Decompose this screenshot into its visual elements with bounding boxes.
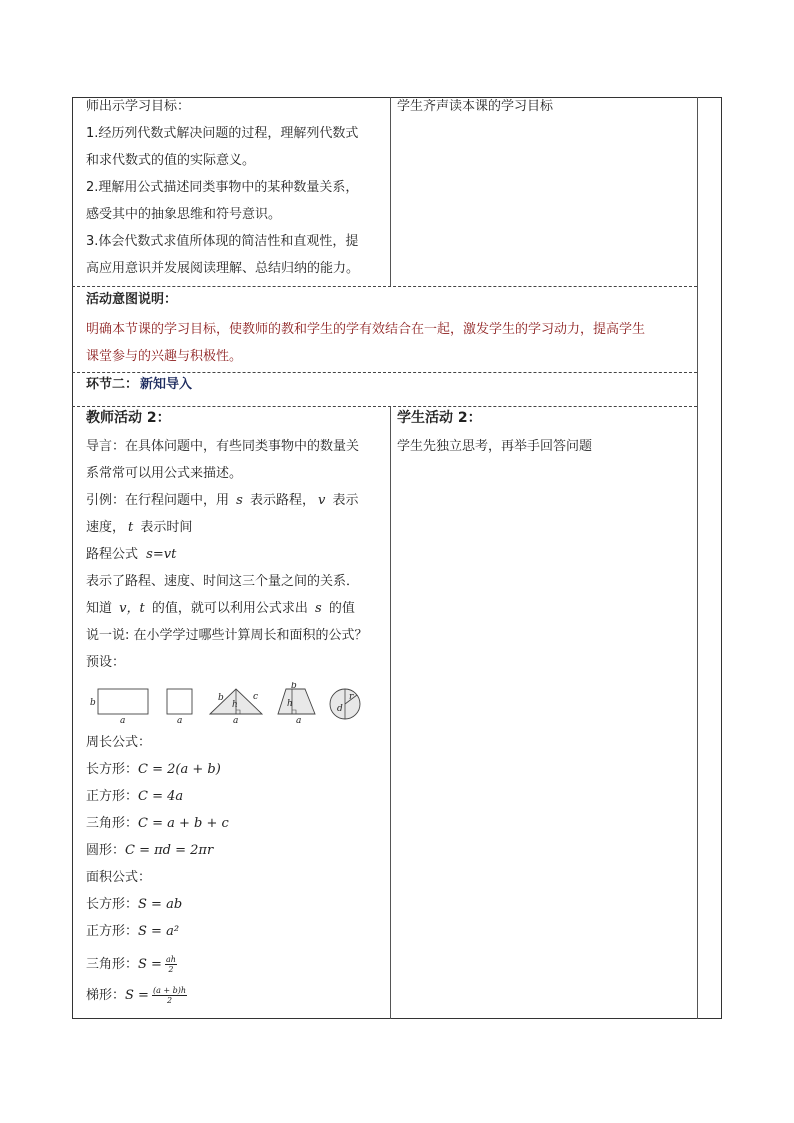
- trapezoid-label-b: b: [291, 682, 297, 691]
- know-line: [86, 600, 355, 618]
- area-triangle-lhs: S =: [138, 957, 162, 972]
- area-rect: [86, 896, 182, 914]
- area-square: [86, 923, 179, 941]
- goals-line-6: 高应用意识并发展阅读理解、总结归纳的能力。: [86, 261, 360, 276]
- trapezoid-label-h: h: [287, 699, 293, 709]
- intro-line-2: 系常常可以用公式来描述。: [86, 466, 243, 481]
- var-s: s: [236, 493, 243, 508]
- row-separator-1: [72, 286, 697, 287]
- area-triangle-denominator: 2: [168, 965, 174, 974]
- triangle-label-c: c: [253, 692, 259, 702]
- row-separator-3: [72, 406, 697, 407]
- know-text-c: 的值: [328, 601, 355, 616]
- area-square-formula: S = a²: [138, 924, 180, 939]
- area-square-name: 正方形：: [86, 924, 139, 939]
- circle-label-r: r: [349, 692, 354, 702]
- var-t: t: [128, 520, 134, 535]
- area-title: 面积公式：: [86, 870, 152, 885]
- intent-line-0: 明确本节课的学习目标，使教师的教和学生的学有效结合在一起，激发学生的学习动力，提高学生: [86, 322, 646, 337]
- perimeter-rect-name: 长方形：: [86, 762, 139, 777]
- distance-formula-line: [86, 546, 176, 564]
- shapes-figure: [86, 682, 376, 728]
- example-text-a: 引例：在行程问题中，用: [86, 493, 230, 508]
- perimeter-circle: [86, 842, 213, 860]
- area-triangle-name: 三角形：: [86, 957, 139, 972]
- example-text-c: 表示: [332, 493, 359, 508]
- area-trapezoid-denominator: 2: [166, 996, 173, 1005]
- area-trapezoid: [86, 986, 187, 1005]
- know-text-b: 的值，就可以利用公式求出: [151, 601, 308, 616]
- row-separator-2: [72, 372, 697, 373]
- intent-line-1: 课堂参与的兴趣与积极性。: [86, 349, 243, 364]
- section-2-heading: [86, 376, 192, 394]
- trapezoid-label-a: a: [296, 716, 302, 726]
- area-rect-formula: S = ab: [138, 897, 183, 912]
- intro-line-1: 导言：在具体问题中，有些同类事物中的数量关: [86, 439, 360, 454]
- triangle-label-b: b: [218, 693, 224, 703]
- goals-line-4: 感受其中的抽象思维和符号意识。: [86, 207, 282, 222]
- goals-line-0: 师出示学习目标：: [86, 99, 191, 114]
- column-divider-row1: [390, 97, 391, 286]
- perimeter-triangle-formula: C = a + b + c: [138, 816, 229, 831]
- area-trapezoid-lhs: S =: [125, 988, 149, 1003]
- goals-line-3: 2.理解用公式描述同类事物中的某种数量关系，: [86, 180, 359, 195]
- ask-line: 说一说: 在小学学过哪些计算周长和面积的公式？: [86, 628, 368, 643]
- area-rect-name: 长方形：: [86, 897, 139, 912]
- teacher-activity-2-heading: 教师活动 2：: [86, 410, 171, 426]
- perimeter-title: 周长公式：: [86, 735, 152, 750]
- square-shape: [167, 689, 192, 714]
- triangle-label-h: h: [232, 700, 238, 710]
- perimeter-circle-formula: C = πd = 2πr: [125, 843, 214, 858]
- goals-line-1: 1.经历列代数式解决问题的过程，理解列代数式: [86, 126, 359, 141]
- perimeter-rect: [86, 761, 221, 779]
- var-v: v: [317, 493, 326, 508]
- goals-line-5: 3.体会代数式求值所体现的简洁性和直观性，提: [86, 234, 359, 249]
- example-text-d: 速度，: [86, 520, 126, 535]
- rect-label-a: a: [120, 716, 126, 726]
- circle-label-d: d: [337, 704, 343, 714]
- rect-label-b: b: [90, 698, 96, 708]
- goals-line-2: 和求代数式的值的实际意义。: [86, 153, 256, 168]
- know-text-a: 知道: [86, 601, 113, 616]
- perimeter-circle-name: 圆形：: [86, 843, 126, 858]
- right-margin-line: [697, 97, 698, 1019]
- preset-label: 预设：: [86, 655, 126, 670]
- perimeter-triangle: [86, 815, 229, 833]
- student-read-goals: 学生齐声读本课的学习目标: [397, 99, 554, 114]
- area-trapezoid-fraction: [152, 986, 187, 1005]
- example-line-2: [86, 519, 192, 537]
- area-trapezoid-numerator: (a + b)h: [152, 986, 187, 995]
- perimeter-square-name: 正方形：: [86, 789, 139, 804]
- trapezoid-shape: [278, 689, 315, 714]
- rectangle-shape: [98, 689, 148, 714]
- student-activity-2-text: 学生先独立思考，再举手回答问题: [397, 439, 593, 454]
- example-text-e: 表示时间: [140, 520, 193, 535]
- area-trapezoid-name: 梯形：: [86, 988, 126, 1003]
- area-triangle-fraction: [165, 955, 177, 974]
- perimeter-rect-formula: C = 2(a + b): [138, 762, 221, 777]
- area-triangle: [86, 955, 177, 974]
- column-divider-row2: [390, 406, 391, 1019]
- area-triangle-numerator: ah: [165, 955, 176, 964]
- intent-heading: 活动意图说明：: [86, 292, 178, 307]
- know-var-s: s: [315, 601, 322, 616]
- perimeter-square: [86, 788, 183, 806]
- formula-label: 路程公式: [86, 547, 139, 562]
- example-line-1: [86, 492, 359, 510]
- example-text-b: 表示路程，: [249, 493, 315, 508]
- square-label-a: a: [177, 716, 183, 726]
- relation-line: 表示了路程、速度、时间这三个量之间的关系．: [86, 574, 360, 589]
- perimeter-triangle-name: 三角形：: [86, 816, 139, 831]
- know-vars: v，t: [119, 601, 145, 616]
- section-2-prefix: 环节二：: [86, 377, 139, 392]
- triangle-label-a: a: [233, 716, 239, 726]
- section-2-title: 新知导入: [140, 377, 193, 392]
- perimeter-square-formula: C = 4a: [138, 789, 184, 804]
- student-activity-2-heading: 学生活动 2：: [397, 410, 482, 426]
- distance-formula: s=vt: [146, 547, 177, 562]
